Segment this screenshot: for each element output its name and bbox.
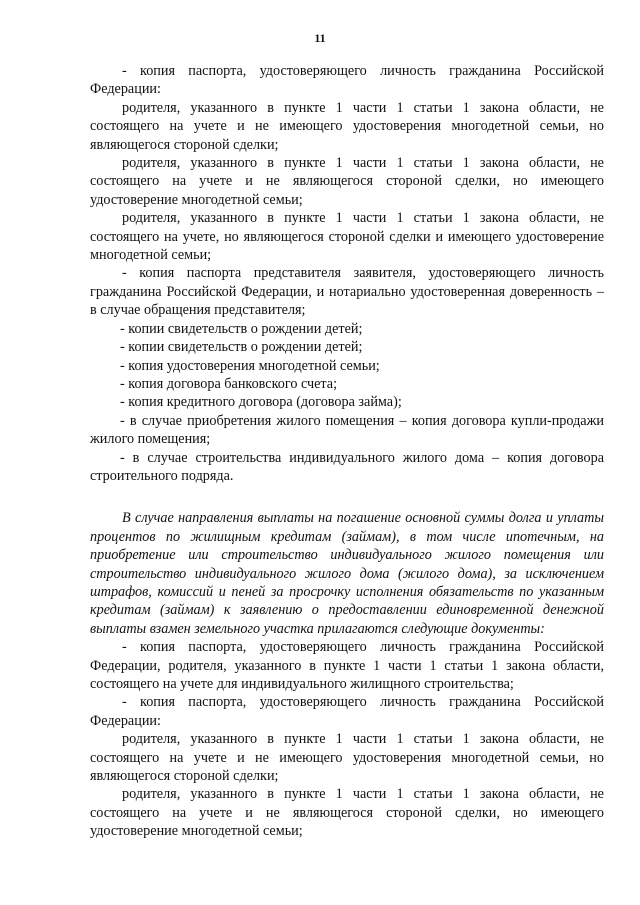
paragraph: родителя, указанного в пункте 1 части 1 статьи 1 закона области, не состоящего на учете и не являющегося стороной сделки, но имеющего удостоверение многодетной семьи; <box>90 786 604 840</box>
paragraph: - копия паспорта, удостоверяющего личность гражданина Российской Федерации: <box>90 63 604 98</box>
paragraph: - копия паспорта представителя заявителя, удостоверяющего личность гражданина Российской Федерации, и нотариально удостоверенная доверенность – в случае обращения представителя; <box>90 265 604 319</box>
list-item: - копии свидетельств о рождении детей; <box>120 320 363 337</box>
list-item: - копия удостоверения многодетной семьи; <box>120 357 380 374</box>
paragraph: родителя, указанного в пункте 1 части 1 статьи 1 закона области, не состоящего на учете и не являющегося стороной сделки, но имеющего удостоверение многодетной семьи; <box>90 155 604 208</box>
document-body <box>90 62 604 841</box>
paragraph: родителя, указанного в пункте 1 части 1 статьи 1 закона области, не состоящего на учете и не имеющего удостоверения многодетной семьи, но являющегося стороной сделки; <box>90 99 604 153</box>
list-item: - копии свидетельств о рождении детей; <box>120 339 363 356</box>
paragraph: родителя, указанного в пункте 1 части 1 статьи 1 закона области, не состоящего на учете, но являющегося стороной сделки и имеющего удостоверение многодетной семьи; <box>90 210 604 264</box>
paragraph: - копия паспорта, удостоверяющего личность гражданина Российской Федерации, родителя, указанного в пункте 1 части 1 статьи 1 закона области, состоящего на учете для индивидуального жилищного строительства; <box>90 639 604 692</box>
italic-paragraph: В случае направления выплаты на погашение основной суммы долга и уплаты процентов по жилищным кредитам (займам), в том числе ипотечным, на приобретение или строительство индивидуального жилого помещения или строительство индивидуального жилого дома (жилого дома), за исключением штрафов, комиссий и пеней за просрочку исполнения обязательств по указанным кредитам (займам) к заявлению о предоставлении единовременной денежной выплаты взамен земельного участка прилагаются следующие документы: <box>90 510 604 637</box>
list-item: - копия договора банковского счета; <box>120 375 338 392</box>
paragraph: родителя, указанного в пункте 1 части 1 статьи 1 закона области, не состоящего на учете и не имеющего удостоверения многодетной семьи, но являющегося стороной сделки; <box>90 731 604 785</box>
paragraph: - копия паспорта, удостоверяющего личность гражданина Российской Федерации: <box>90 694 604 729</box>
list-item: - в случае строительства индивидуального жилого дома – копия договора строительного подряда. <box>90 449 604 484</box>
list-item: - в случае приобретения жилого помещения – копия договора купли-продажи жилого помещения; <box>90 412 604 448</box>
page-number: 11 <box>314 31 326 45</box>
list-item: - копия кредитного договора (договора займа); <box>120 394 402 411</box>
